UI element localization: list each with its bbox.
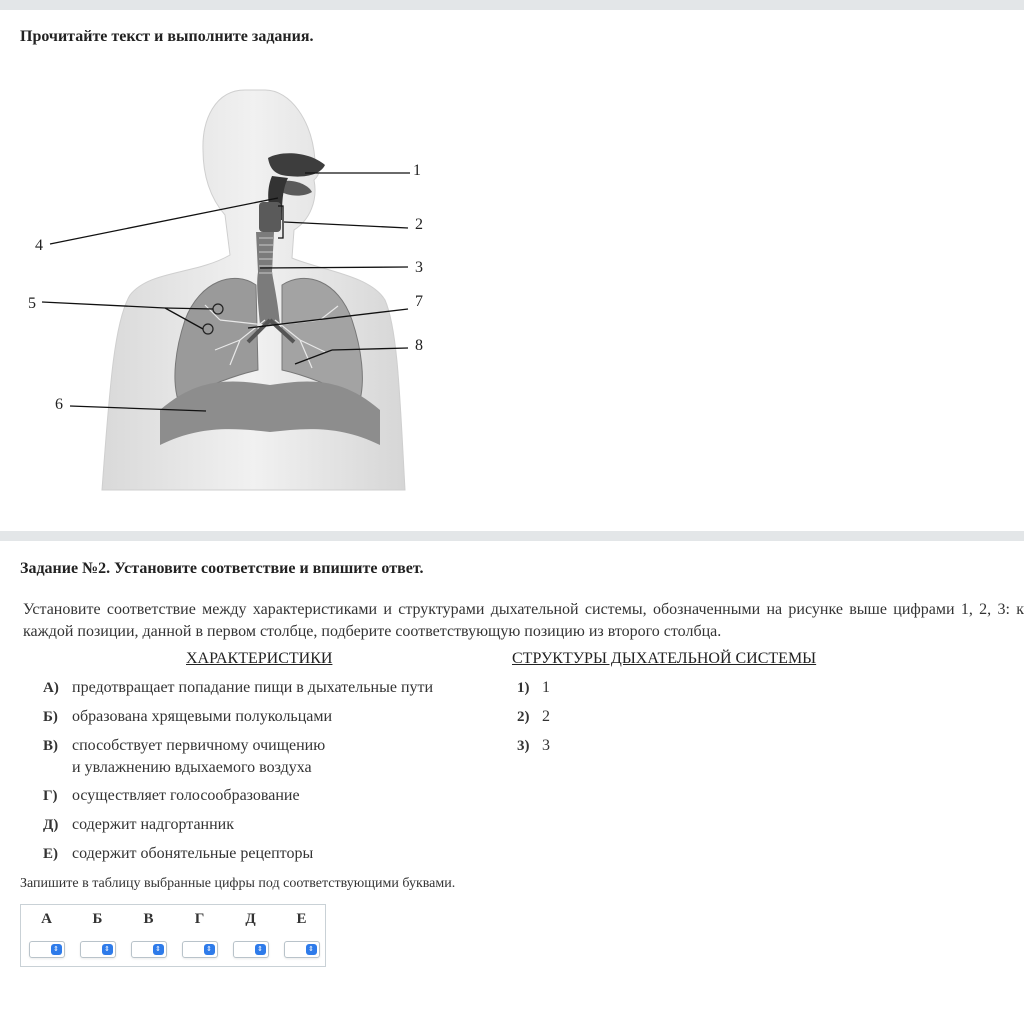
figure-label-8: 8 [415, 337, 423, 354]
up-down-arrows-icon: ⇕ [153, 944, 164, 955]
structure-value: 1 [542, 679, 550, 696]
answer-note: Запишите в таблицу выбранные цифры под соответствующими буквами. [20, 876, 456, 891]
characteristic-letter: Д) [43, 817, 59, 833]
structure-number: 3) [517, 738, 530, 754]
characteristic-letter: В) [43, 738, 58, 754]
characteristic-text: осуществляет голосообразование [72, 787, 300, 804]
up-down-arrows-icon: ⇕ [204, 944, 215, 955]
answer-select-g[interactable] [182, 941, 218, 958]
answer-column-header: В [143, 911, 154, 927]
characteristic-letter: Е) [43, 846, 58, 862]
structure-number: 2) [517, 709, 530, 725]
answer-column-header: Д [245, 911, 256, 927]
figure-label-2: 2 [415, 216, 423, 233]
answer-column-header: Б [92, 911, 103, 927]
structures-header: СТРУКТУРЫ ДЫХАТЕЛЬНОЙ СИСТЕМЫ [512, 650, 817, 667]
answer-cell-v [123, 941, 174, 963]
up-down-arrows-icon: ⇕ [255, 944, 266, 955]
characteristic-letter: А) [43, 680, 59, 696]
answer-select-e[interactable] [284, 941, 320, 958]
answer-select-v[interactable] [131, 941, 167, 958]
up-down-arrows-icon: ⇕ [51, 944, 62, 955]
characteristic-text: содержит обонятельные рецепторы [72, 845, 314, 862]
structure-value: 3 [542, 737, 550, 754]
characteristic-text: способствует первичному очищению [72, 737, 326, 754]
structure-value: 2 [542, 708, 550, 725]
figure-label-1: 1 [413, 162, 421, 179]
figure-label-5: 5 [28, 295, 36, 312]
intro-heading: Прочитайте текст и выполните задания. [20, 28, 314, 45]
task-instruction: Установите соответствие между характеристиками и структурами дыхательной системы, обозначенными на рисунке выше цифрами 1, 2, 3: к каждой позиции, данной в первом столбце, подберите соответствующую позицию из второго столбца. [23, 601, 1024, 640]
characteristics-header: ХАРАКТЕРИСТИКИ [186, 650, 333, 667]
section-divider [0, 531, 1024, 541]
respiratory-system-figure [20, 80, 480, 500]
answer-select-b[interactable] [80, 941, 116, 958]
characteristic-letter: Г) [43, 788, 58, 804]
answer-cell-b [72, 941, 123, 963]
task-title: Задание №2. Установите соответствие и впишите ответ. [20, 560, 424, 577]
answer-column-header: Е [296, 911, 307, 927]
characteristic-text: образована хрящевыми полукольцами [72, 708, 333, 725]
characteristic-letter: Б) [43, 709, 58, 725]
figure-label-4: 4 [35, 237, 43, 254]
up-down-arrows-icon: ⇕ [306, 944, 317, 955]
up-down-arrows-icon: ⇕ [102, 944, 113, 955]
answer-table [20, 904, 326, 967]
top-band [0, 0, 1024, 10]
characteristic-text: содержит надгортанник [72, 816, 234, 833]
figure-label-7: 7 [415, 293, 423, 310]
structure-number: 1) [517, 680, 530, 696]
answer-select-d[interactable] [233, 941, 269, 958]
figure-label-6: 6 [55, 396, 63, 413]
answer-select-a[interactable] [29, 941, 65, 958]
figure-label-3: 3 [415, 259, 423, 276]
answer-cell-g [174, 941, 225, 963]
answer-cell-d [225, 941, 276, 963]
characteristic-text: предотвращает попадание пищи в дыхательные пути [72, 679, 434, 696]
answer-column-header: Г [194, 911, 205, 927]
answer-cell-e [276, 941, 327, 963]
answer-cell-a [21, 941, 72, 963]
characteristic-text-continued: и увлажнению вдыхаемого воздуха [72, 759, 312, 776]
answer-column-header: А [41, 911, 52, 927]
